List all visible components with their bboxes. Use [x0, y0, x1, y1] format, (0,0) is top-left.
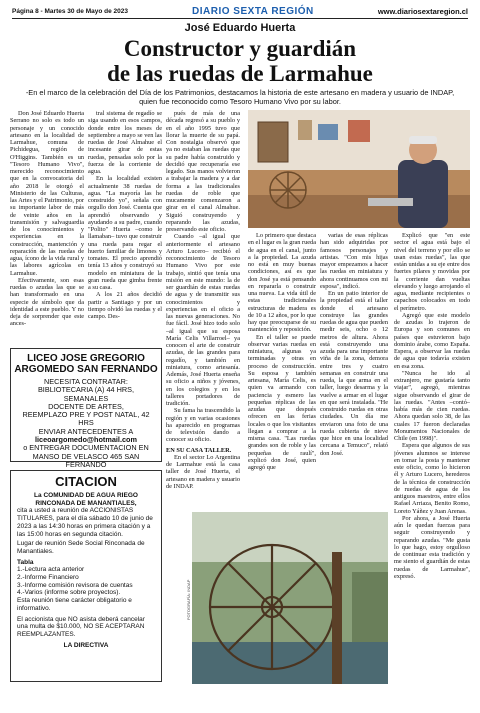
citacion-note: Esta reunión tiene carácter obligatorio e informativo. — [17, 597, 132, 612]
citacion-title: CITACION — [55, 474, 117, 489]
liceo-ad-body — [11, 378, 161, 469]
liceo-line: BIBLIOTECARIA (A) 44 HRS, SEMANALES — [37, 385, 135, 403]
liceo-line: NECESITA CONTRATAR: — [44, 377, 128, 386]
citacion-ad — [10, 470, 162, 682]
col6-paragraph: Espera que algunos de sus jóvenes alumnos se interese en tomar la posta y mantener este oficio, como lo hicieron él y Arturo Lucero, herederos de la técnica de construcción de ruedas de agua de los antiguos maestros, entre ellos Rafael Arriaza, Benito Romo, Loreto Yáñez y Juan Arenas. — [394, 442, 470, 515]
liceo-line: REEMPLAZO PRE Y POST NATAL, 42 HRS — [22, 410, 150, 428]
photo-credit: FOTOGRAFÍA: INDAP — [186, 579, 191, 620]
col3-paragraph: Su fama ha trascendido la región y en varias ocasiones ha aparecido en programas de televisión dando a conocer su oficio. — [166, 407, 240, 444]
col3-paragraph: Cuando –al igual que anteriormente el artesano Arturo Lucero– recibió el reconocimiento de Tesoro Humano Vivo por este trabajo, sintió que tenía una misión en este mundo: la de ser guardián de estas ruedas de agua y de transmitir sus conocimientos y experiencias en el oficio a las nuevas generaciones. No fue fácil. José hizo todo solo –al igual que su esposa María Celis Villarroel– ya conocen el arte de construir azudas, de las grandes para regadío, y también en miniatura, como artesanía. Además, José Huerta enseña su oficio a niños y jóvenes, en los colegios y en los talleres portadores de tradición. — [166, 233, 240, 407]
col2-paragraph: En la localidad existen actualmente 38 ruedas de agua. "La mayoría las he construido yo", señala con orgullo don José. Cuenta que aprendió observando y ayudando a su padre, cuando "Polito" Huerta –como le llamaban– tuvo que construir una rueda para regar el huerto familiar de limones y tomates. El precio aprendió tenía 13 años y construyó su modelo en miniatura de la gran rueda que gimba frente a su casa. — [88, 175, 162, 291]
page-date: Página 8 - Martes 30 de Mayo de 2023 — [12, 7, 128, 15]
citacion-body — [11, 492, 161, 649]
col5-paragraph: varias de esas réplicas han sido adquiridas por famosos personajes y artistas. "Con mis hijas mayor empezamos a hacer las ruedas en miniatura y ahora continuamos con mi esposa", indicó. — [320, 232, 388, 290]
citacion-place: Lugar de reunión Sede Social Rinconada de Manantiales. — [17, 540, 145, 555]
water-wheel-illustration — [192, 512, 388, 684]
headline-line-1: Constructor y guardián — [123, 36, 357, 61]
citacion-note: El accionista que NO asista deberá cancelar una multa de $10.000, NO SE ACEPTARAN REEMPLAZANTES. — [17, 615, 145, 638]
col2-paragraph: A los 21 años decidió partir a Santiago y por un tiempo olvidó las ruedas y el campo. Des- — [88, 291, 162, 320]
col6-paragraph: Por ahora, a José Huerta aún le quedan fuerzas para seguir construyendo y reparando azudas. "Me gusta lo que hago, estoy orgulloso de continuar esta tradición y me siento el guardián de estas ruedas de Larmahue", expresó. — [394, 514, 470, 580]
page-header — [12, 4, 468, 18]
liceo-ad-title: LICEO JOSE GREGORIO ARGOMEDO SAN FERNANDO — [14, 353, 158, 375]
citacion-text: cita a usted a reunión de ACCIONISTAS TITULARES, para el día sábado 10 de junio de 2023 a las 14:30 horas en primera citación y a las 15:00 horas en segunda citación. — [17, 507, 153, 538]
miniature-wheel — [270, 172, 306, 208]
article-column-3 — [166, 110, 240, 509]
col5-paragraph: En un patio interior de la propiedad está el taller donde el artesano construye las grandes ruedas de agua que pueden medir seis, ocho o 12 metros de altura. Ahora está construyendo una azuda para una importante viña de la zona, demora entre tres y cuatro semanas en construir una rueda, la que arma en el taller, luego desarma y la vuelve a armar en el lugar en que será instalada. "He construido ruedas en otras ciudades. Un día me enviaron una foto de una rueda cubierta de nieve que hice en una localidad cercana a Temuco", relató don José. — [320, 290, 388, 457]
col4-paragraph: En el taller se puede observar varias ruedas en miniatura, algunas ya terminadas y otras en proceso de construcción. Su esposa y también artesana, María Celis, es quien va armando con paciencia y esmero las pequeñas réplicas de las azudas que después ofrecen en las ferias locales o que los visitantes llegan a comprar a la misma casa. "Las ruedas grandes son de roble y las pequeñas de raulí", explicó don José, quien agregó que — [248, 333, 316, 471]
liceo-line: DOCENTE DE ARTES, — [48, 401, 124, 411]
tabla-item: 1.-Lectura acta anterior — [17, 566, 85, 574]
liceo-line: ENVIAR ANTECEDENTES A — [38, 426, 134, 436]
water-wheel-photo — [192, 512, 388, 684]
citacion-tabla-title: Tabla — [17, 558, 34, 566]
article-author: José Eduardo Huerta — [184, 22, 296, 34]
col6-paragraph: Agregó que este modelo de azudas lo trajeron de Europa y son comunes en países que estuvieron bajo dominio árabe, como España. Espera, a observar las ruedas de agua que todavía existen en esa zona. — [394, 311, 470, 370]
col3-paragraph: pués de más de una década regresó a su pueblo y en el año 1995 tuvo que llorar la muerte de su papá. Con nostalgia observó que ya no estaban las ruedas que su padre había construido y decidió que recuperaría ese legado. Sus manos volvieron a trabajar la madera y a dar forma a las tradicionales ruedas de roble que mucamente comenzaron a girar en el canal Almahue. Siguió construyendo y reparando las azudas, preservando este oficio. — [166, 110, 240, 233]
article-headline — [0, 36, 480, 86]
article-column-6 — [394, 232, 470, 672]
tabla-item: 4.-Varios (informe sobre proyectos). — [17, 589, 121, 597]
wheel-structure — [210, 545, 334, 669]
citacion-signature: LA DIRECTIVA — [63, 641, 109, 649]
col2-paragraph: tral sistema de regadío se siga usando en esos campos, donde entre los meses de septiembre a mayo se ven las ruedas de José Almahue el incesante girar de estas ruedas, pensadas solo por la fuerza de la corriente de agua. — [88, 110, 162, 175]
en-su-casa-subtitle: EN SU CASA TALLER. — [166, 446, 232, 454]
headline-line-2: de las ruedas de Larmahue — [107, 61, 373, 86]
liceo-ad — [10, 348, 162, 469]
article-column-1 — [10, 110, 84, 342]
liceo-email-link[interactable]: liceoargomedo@hotmail.com — [35, 435, 137, 445]
header-rule — [12, 18, 468, 19]
col6-paragraph: Explicó que "en este sector el agua está bajo el nivel del terreno y por ello se usan estas ruedas", las que están unidas a su eje entre dos fuertes pilares y movidas por la corriente dan vueltas elevando y luego arrojando el agua, mediante recipientes o capachos colocados en todo el perímetro. — [394, 232, 470, 312]
website-link[interactable]: www.diariosextaregion.cl — [377, 6, 468, 16]
en-su-casa-text: En el sector Lo Argentina de Larmahue está la casa taller de José Huerta, el artesano en madera y usuario de INDAP. — [166, 453, 240, 490]
artisan-photo — [248, 110, 470, 228]
col1-paragraph: Efectivamente, son esas ruedas o azudas las que se han transformado en una especie de símbolo que da identidad a este pueblo. Y no deja de sorprender que este ances- — [10, 276, 84, 328]
citacion-community: La COMUNIDAD DE AGUA RIEGO RINCONADA DE MANANTIALES, — [34, 492, 138, 507]
tabla-item: 3.-Informe comisión revisora de cuentas — [17, 581, 133, 589]
tabla-item: 2.-Informe Financiero — [17, 574, 79, 582]
col1-paragraph: Don José Eduardo Huerta Serrano no solo es todo un personaje y un conocido artesano en la localidad de Larmahue, comuna de Pichidegua, región de O'Higgins. También es un "Tesoro Humano Vivo", merecido reconocimiento que en la convocatoria del año 2018 le otorgó el Ministerio de las Culturas, las Artes y el Patrimonio, por su importante labor de más de veinte años en la transmisión y salvaguardia de los conocimientos y experiencias en la construcción, mantención y reparación de las ruedas de agua, ícono de la vida rural y las labores agrícolas en Larmahue. — [10, 110, 84, 277]
col6-paragraph: "Nunca he ido al extranjero, me gustaría tanto viajar", agregó, mientras sigue observando el girar de las ruedas. "Antes –contó– había más de cien ruedas. Ahora quedan solo 38, de las cuales 17 fueron declaradas Monumentos Nacionales de Chile (en 1998)". — [394, 369, 470, 442]
article-column-5 — [320, 232, 388, 510]
newspaper-name: DIARIO SEXTA REGIÓN — [192, 5, 314, 17]
artisan-photo-illustration — [248, 110, 470, 228]
article-subhead: -En el marco de la celebración del Día de los Patrimonios, destacamos la historia de este artesano en madera y usuario de INDAP, quien fue reconocido como Tesoro Humano Vivo por su labor. — [25, 88, 455, 106]
article-column-4 — [248, 232, 316, 510]
article-column-2 — [88, 110, 162, 342]
liceo-line: o ENTREGAR DOCUMENTACION EN MANSO DE VELASCO 465 SAN FERNANDO — [23, 443, 149, 469]
col4-paragraph: Lo primero que destaca en el lugar es la gran rueda de agua en el canal, junto a la propiedad. La azuda no está en muy buenas condiciones, así es que don José ya está pensando en repararla o construir una nueva. La vida útil de estas tradicionales estructuras de madera es de 10 a 12 años, por lo que hay que preocuparse de su mantención y reposición. — [248, 232, 316, 334]
